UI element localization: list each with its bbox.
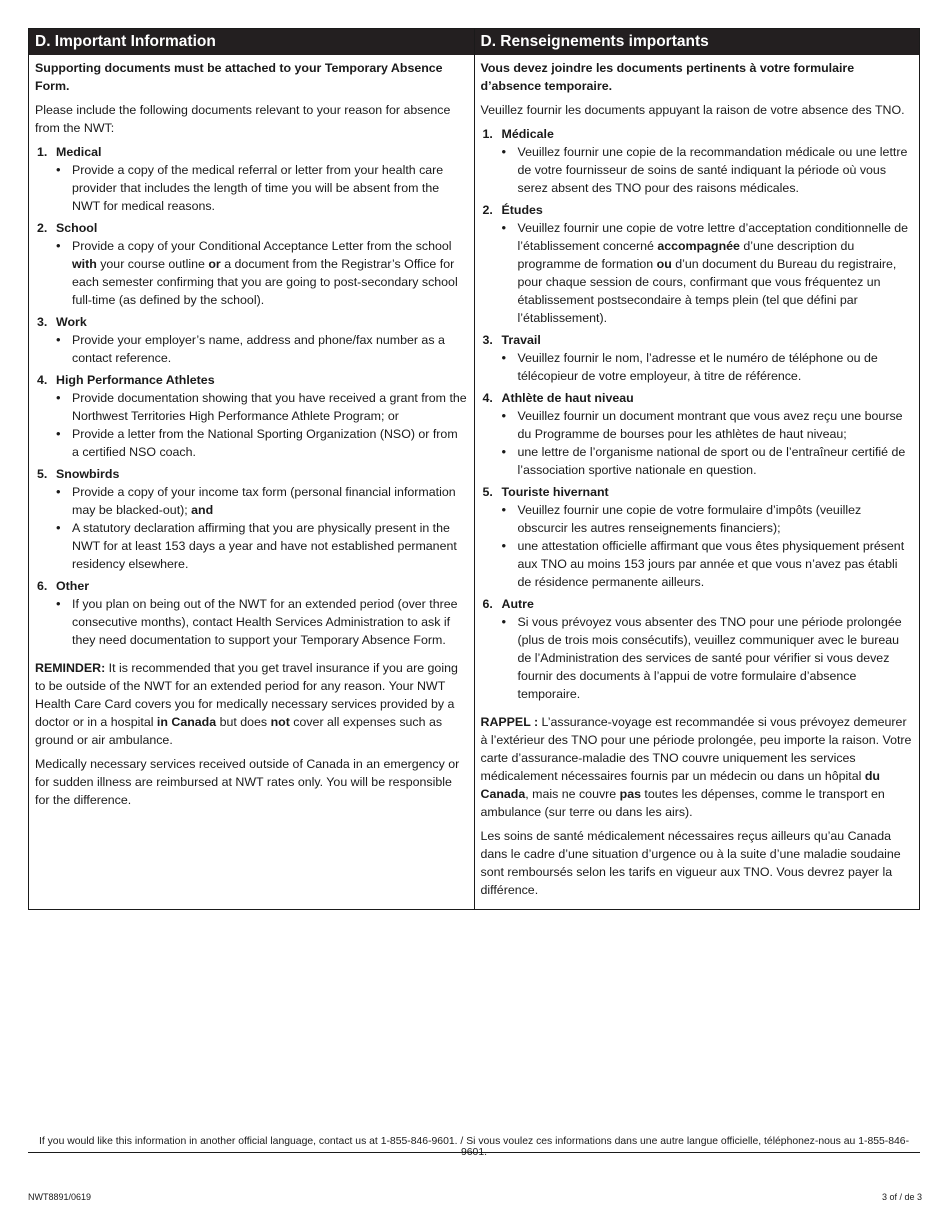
section-title (35, 313, 468, 331)
bullet-list (481, 219, 914, 327)
section-number: 6. (37, 579, 48, 593)
section-number: 2. (482, 203, 493, 217)
bullet-item (35, 389, 468, 425)
section-title (35, 371, 468, 389)
english-reminder (35, 659, 468, 749)
bullet-item (35, 519, 468, 573)
bullet-list (35, 483, 468, 573)
bold-text: du Canada (480, 769, 880, 801)
text-run: Provide documentation showing that you have received a grant from the Northwest Territories High Performance Athlete Program; or (72, 391, 467, 423)
text-run: your course outline (96, 257, 209, 271)
language-note: If you would like this information in another official language, contact us at 1-855-846-9601. / Si vous voulez ces informations dans une autre langue officielle, téléphonez-nous au 1-855-846-9601. (38, 1136, 910, 1158)
text-run: A statutory declaration affirming that you are physically present in the NWT for at least 153 days a year and have not established permanent residency elsewhere. (72, 521, 457, 571)
english-intro: Please include the following documents relevant to your reason for absence from the NWT: (35, 103, 451, 135)
text-run: une lettre de l’organisme national de sport ou de l’entraîneur certifié de l’association sportive nationale en question. (517, 445, 906, 477)
bullet-list (481, 407, 914, 479)
bullet-item (481, 537, 914, 591)
text-run: d’une description du programme de formation (517, 239, 855, 271)
section-number: 6. (482, 597, 493, 611)
section-number: 4. (482, 391, 493, 405)
document-section (481, 483, 914, 591)
document-section (35, 313, 468, 367)
document-section (35, 219, 468, 309)
text-run: Veuillez fournir un document montrant que vous avez reçu une bourse du Programme de bourses pour les athlètes de haut niveau; (517, 409, 903, 441)
section-number: 4. (37, 373, 48, 387)
french-sections (481, 125, 914, 703)
bullet-list (481, 501, 914, 591)
section-number: 2. (37, 221, 48, 235)
document-section (481, 331, 914, 385)
bullet-item (481, 501, 914, 537)
french-closing (481, 827, 914, 899)
document-section (481, 125, 914, 197)
bold-text: with (72, 257, 97, 271)
section-title (481, 331, 914, 349)
bullet-item (35, 237, 468, 309)
text-run: a document from the Registrar’s Office for each semester confirming that you are going to post-secondary school full-time (as defined by the school). (72, 257, 458, 307)
section-number: 1. (37, 145, 48, 159)
section-title (481, 389, 914, 407)
section-label: Other (56, 579, 90, 593)
bold-text: pas (619, 787, 641, 801)
text-run: toutes les dépenses, comme le transport en ambulance (sur terre ou dans les airs). (480, 787, 885, 819)
section-label: School (56, 221, 98, 235)
text-run: Provide a letter from the National Sporting Organization (NSO) or from a certified NSO coach. (72, 427, 458, 459)
french-intro: Veuillez fournir les documents appuyant la raison de votre absence des TNO. (480, 103, 905, 117)
text-run: Veuillez fournir une copie de la recommandation médicale ou une lettre de votre fournisseur de soins de santé indiquant la période où vous serez absent des TNO pour des raisons médicales. (517, 145, 908, 195)
section-label: Médicale (501, 127, 554, 141)
text-run: Provide your employer’s name, address and phone/fax number as a contact reference. (72, 333, 445, 365)
bold-text: REMINDER: (35, 661, 106, 675)
section-number: 5. (37, 467, 48, 481)
bullet-item (35, 161, 468, 215)
bullet-list (35, 595, 468, 649)
section-title (35, 465, 468, 483)
text-run: , mais ne couvre (525, 787, 620, 801)
bullet-item (35, 595, 468, 649)
text-run: cover all expenses such as ground or air ambulance. (35, 715, 443, 747)
section-number: 5. (482, 485, 493, 499)
english-lead (35, 59, 468, 95)
french-body (475, 55, 920, 909)
bullet-item (35, 331, 468, 367)
bullet-list (35, 331, 468, 367)
section-label: Athlète de haut niveau (501, 391, 634, 405)
text-run: but does (216, 715, 271, 729)
section-title (35, 143, 468, 161)
section-title (481, 483, 914, 501)
bold-text: or (208, 257, 221, 271)
section-title (481, 125, 914, 143)
english-closing (35, 755, 468, 809)
text-run: Provide a copy of the medical referral or letter from your health care provider that includes the length of time you will be absent from the NWT for medical reasons. (72, 163, 444, 213)
section-number: 3. (482, 333, 493, 347)
document-section (481, 201, 914, 327)
bullet-list (35, 389, 468, 461)
section-title (481, 201, 914, 219)
text-run: L’assurance-voyage est recommandée si vous prévoyez demeurer à l’extérieur des TNO pour une période prolongée, peu importe la raison. Votre carte d’assurance-maladie des TNO couvre uniquement les services médicalement nécessaires fournis par un médecin ou dans un hôpital (480, 715, 912, 783)
text-run: Veuillez fournir le nom, l’adresse et le numéro de téléphone ou de télécopieur de votre employeur, à titre de référence. (517, 351, 878, 383)
document-section (481, 595, 914, 703)
french-heading: D. Renseignements importants (475, 29, 920, 55)
bullet-item (35, 483, 468, 519)
section-label: Études (501, 203, 543, 217)
bullet-item (481, 443, 914, 479)
text-run: Si vous prévoyez vous absenter des TNO pour une période prolongée (plus de trois mois consécutifs), veuillez communiquer avec le bureau de l’Administration des services de santé pour vérifier si vous devez fournir des documents à l’appui de votre formulaire d’absence temporaire. (517, 615, 902, 701)
text-run: Les soins de santé médicalement nécessaires reçus ailleurs qu’au Canada dans le cadre d’une situation d’urgence ou à la suite d’une maladie soudaine sont remboursés selon les tarifs en vigueur aux TNO. Vous devrez payer la différence. (480, 829, 901, 897)
form-code: NWT8891/0619 (28, 1192, 92, 1202)
section-title (35, 219, 468, 237)
english-body (29, 55, 474, 819)
text-run: Medically necessary services received outside of Canada in an emergency or for sudden illness are reimbursed at NWT rates only. You will be responsible for the difference. (35, 757, 460, 807)
section-number: 3. (37, 315, 48, 329)
bold-text: RAPPEL : (480, 715, 539, 729)
text-run: Provide a copy of your Conditional Acceptance Letter from the school (72, 239, 452, 253)
french-column (475, 29, 920, 909)
bullet-list (35, 237, 468, 309)
bullet-list (481, 613, 914, 703)
section-label: Snowbirds (56, 467, 120, 481)
bullet-item (35, 425, 468, 461)
section-label: Autre (501, 597, 534, 611)
french-reminder (481, 713, 914, 821)
bold-text: and (191, 503, 214, 517)
section-label: Travail (501, 333, 541, 347)
bold-text: Supporting documents must be attached to your Temporary Absence Form. (35, 61, 443, 93)
bullet-item (481, 613, 914, 703)
information-table (28, 28, 920, 910)
section-label: Work (56, 315, 87, 329)
section-number: 1. (482, 127, 493, 141)
bullet-item (481, 349, 914, 385)
bullet-list (481, 349, 914, 385)
section-title (35, 577, 468, 595)
bold-text: accompagnée (657, 239, 740, 253)
document-section (35, 371, 468, 461)
bold-text: Vous devez joindre les documents pertinents à votre formulaire d’absence temporaire. (480, 61, 855, 93)
english-heading: D. Important Information (29, 29, 474, 55)
section-label: Medical (56, 145, 102, 159)
section-title (481, 595, 914, 613)
bullet-list (481, 143, 914, 197)
section-label: Touriste hivernant (501, 485, 609, 499)
french-lead (481, 59, 914, 95)
document-section (35, 143, 468, 215)
bullet-item (481, 219, 914, 327)
english-column (29, 29, 475, 909)
english-sections (35, 143, 468, 649)
bullet-item (481, 407, 914, 443)
text-run: Provide a copy of your income tax form (personal financial information may be blacked-out); (72, 485, 456, 517)
text-run: d’un document du Bureau du registraire, pour chaque session de cours, confirmant que vous fréquentez un établissement postsecondaire à temps plein (tel que défini par l’établissement). (517, 257, 897, 325)
bullet-list (35, 161, 468, 215)
text-run: une attestation officielle affirmant que vous êtes physiquement présent aux TNO au moins 153 jours par année et que vous n’avez pas établi de résidence permanente ailleurs. (517, 539, 905, 589)
document-section (35, 465, 468, 573)
text-run: Veuillez fournir une copie de votre lettre d’acceptation conditionnelle de l’établissement concerné (517, 221, 909, 253)
section-label: High Performance Athletes (56, 373, 215, 387)
text-run: Veuillez fournir une copie de votre formulaire d’impôts (veuillez obscurcir les autres renseignements financiers); (517, 503, 862, 535)
bold-text: not (270, 715, 290, 729)
page-number: 3 of / de 3 (881, 1192, 922, 1202)
document-section (35, 577, 468, 649)
text-run: If you plan on being out of the NWT for an extended period (over three consecutive months), contact Health Services Administration to ask if they need documentation to support your Temporary Absence Form. (72, 597, 458, 647)
bold-text: ou (656, 257, 672, 271)
text-run: It is recommended that you get travel insurance if you are going to be outside of the NWT for an extended period for any reason. Your NWT Health Care Card covers you for medically necessary services provided by a doctor or in a hospital (35, 661, 458, 729)
bold-text: in Canada (156, 715, 217, 729)
document-section (481, 389, 914, 479)
footer-divider (28, 1152, 920, 1153)
bullet-item (481, 143, 914, 197)
